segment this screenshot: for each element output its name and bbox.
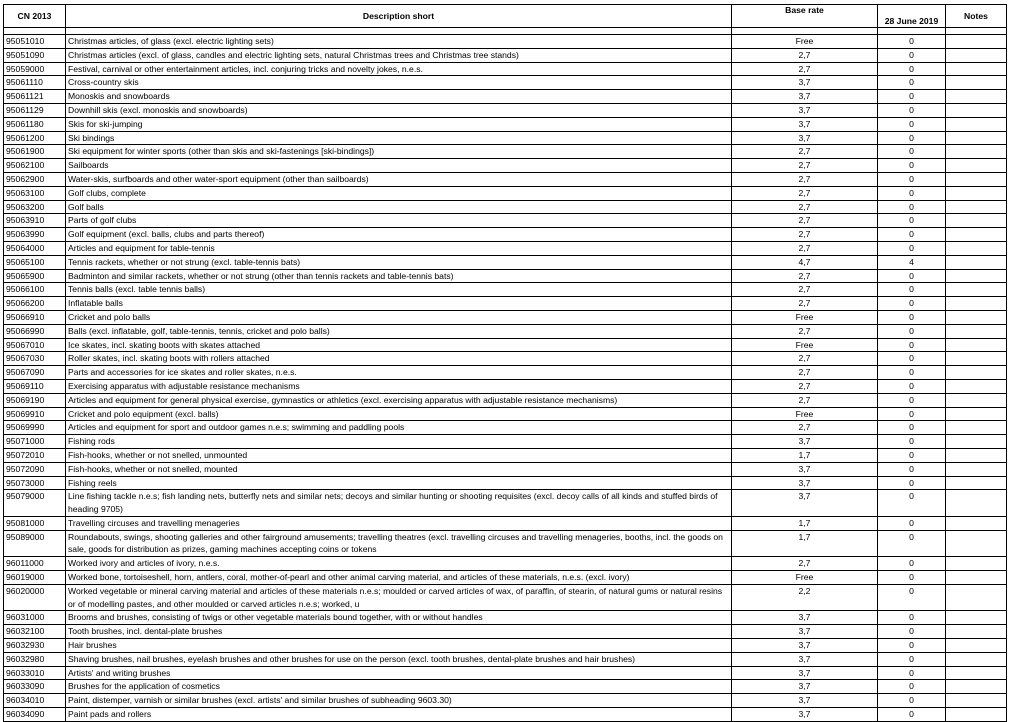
description-cell: Golf clubs, complete (66, 186, 732, 200)
base-rate-cell: 3,7 (732, 625, 878, 639)
table-row (4, 476, 1007, 490)
base-rate-cell: 1,7 (732, 530, 878, 557)
rate-2019-cell: 0 (878, 530, 946, 557)
cn-code-cell: 96011000 (4, 557, 66, 571)
rate-2019-cell: 0 (878, 159, 946, 173)
notes-cell (946, 611, 1007, 625)
description-cell: Cricket and polo equipment (excl. balls) (66, 407, 732, 421)
rate-2019-cell: 0 (878, 117, 946, 131)
cn-code-cell: 95063990 (4, 228, 66, 242)
notes-cell (946, 186, 1007, 200)
cn-code-cell: 95061129 (4, 103, 66, 117)
description-cell: Christmas articles (excl. of glass, candles and electric lighting sets, natural Christmas trees and Christmas tree stands) (66, 48, 732, 62)
table-row (4, 131, 1007, 145)
rate-2019-cell: 0 (878, 393, 946, 407)
cn-code-cell: 95069990 (4, 421, 66, 435)
table-row (4, 611, 1007, 625)
cn-code-cell: 95061900 (4, 145, 66, 159)
cn-code-cell: 96019000 (4, 571, 66, 585)
base-rate-cell: 2,7 (732, 62, 878, 76)
notes-cell (946, 62, 1007, 76)
spacer-cell (946, 28, 1007, 35)
cn-code-cell: 95072010 (4, 448, 66, 462)
notes-cell (946, 557, 1007, 571)
description-cell: Fishing rods (66, 435, 732, 449)
description-cell: Fish-hooks, whether or not snelled, unmounted (66, 448, 732, 462)
base-rate-cell: 2,7 (732, 421, 878, 435)
base-rate-cell: 2,7 (732, 214, 878, 228)
table-row (4, 694, 1007, 708)
description-cell: Ice skates, incl. skating boots with skates attached (66, 338, 732, 352)
header-base-rate: Base rate (732, 5, 878, 28)
base-rate-cell: 2,7 (732, 352, 878, 366)
cn-code-cell: 95081000 (4, 516, 66, 530)
cn-code-cell: 95066910 (4, 310, 66, 324)
table-row (4, 269, 1007, 283)
cn-code-cell: 95051010 (4, 35, 66, 49)
cn-code-cell: 95066200 (4, 297, 66, 311)
rate-2019-cell: 0 (878, 584, 946, 611)
rate-2019-cell: 0 (878, 131, 946, 145)
notes-cell (946, 571, 1007, 585)
description-cell: Brushes for the application of cosmetics (66, 680, 732, 694)
table-row (4, 462, 1007, 476)
notes-cell (946, 694, 1007, 708)
cn-code-cell: 95061121 (4, 90, 66, 104)
header-cn: CN 2013 (4, 5, 66, 28)
description-cell: Worked bone, tortoiseshell, horn, antlers, coral, mother-of-pearl and other animal carving material, and articles of these materials, n.e.s. (excl. ivory) (66, 571, 732, 585)
description-cell: Artists' and writing brushes (66, 666, 732, 680)
table-row (4, 352, 1007, 366)
base-rate-cell: 2,7 (732, 366, 878, 380)
cn-code-cell: 95067010 (4, 338, 66, 352)
description-cell: Tennis rackets, whether or not strung (excl. table-tennis bats) (66, 255, 732, 269)
base-rate-cell: 2,7 (732, 48, 878, 62)
cn-code-cell: 96020000 (4, 584, 66, 611)
base-rate-cell: 2,7 (732, 159, 878, 173)
table-row (4, 62, 1007, 76)
notes-cell (946, 490, 1007, 517)
base-rate-cell: 1,7 (732, 516, 878, 530)
header-date: 28 June 2019 (878, 5, 946, 28)
notes-cell (946, 652, 1007, 666)
base-rate-cell: 2,7 (732, 283, 878, 297)
notes-cell (946, 584, 1007, 611)
rate-2019-cell: 0 (878, 490, 946, 517)
rate-2019-cell: 0 (878, 652, 946, 666)
rate-2019-cell: 0 (878, 48, 946, 62)
base-rate-cell: 3,7 (732, 435, 878, 449)
description-cell: Paint pads and rollers (66, 708, 732, 722)
base-rate-cell: 3,7 (732, 680, 878, 694)
header-row (4, 5, 1007, 28)
rate-2019-cell: 0 (878, 666, 946, 680)
table-body (4, 35, 1007, 722)
rate-2019-cell: 0 (878, 571, 946, 585)
table-row (4, 584, 1007, 611)
description-cell: Exercising apparatus with adjustable resistance mechanisms (66, 379, 732, 393)
header-description: Description short (66, 5, 732, 28)
table-row (4, 516, 1007, 530)
table-row (4, 680, 1007, 694)
rate-2019-cell: 0 (878, 310, 946, 324)
description-cell: Tennis balls (excl. table tennis balls) (66, 283, 732, 297)
table-row (4, 214, 1007, 228)
cn-code-cell: 95069110 (4, 379, 66, 393)
tariff-table-sheet (3, 4, 1006, 722)
cn-code-cell: 95065900 (4, 269, 66, 283)
table-row (4, 186, 1007, 200)
notes-cell (946, 530, 1007, 557)
rate-2019-cell: 0 (878, 186, 946, 200)
notes-cell (946, 352, 1007, 366)
table-row (4, 297, 1007, 311)
notes-cell (946, 407, 1007, 421)
description-cell: Golf equipment (excl. balls, clubs and parts thereof) (66, 228, 732, 242)
description-cell: Line fishing tackle n.e.s; fish landing nets, butterfly nets and similar nets; decoys and similar hunting or shooting requisites (excl. decoy calls of all kinds and stuffed birds of heading 9705) (66, 490, 732, 517)
description-cell: Badminton and similar rackets, whether or not strung (other than tennis rackets and table-tennis bats) (66, 269, 732, 283)
notes-cell (946, 103, 1007, 117)
notes-cell (946, 255, 1007, 269)
rate-2019-cell: 0 (878, 557, 946, 571)
cn-code-cell: 95069190 (4, 393, 66, 407)
rate-2019-cell: 0 (878, 172, 946, 186)
cn-code-cell: 95059000 (4, 62, 66, 76)
rate-2019-cell: 0 (878, 708, 946, 722)
description-cell: Brooms and brushes, consisting of twigs or other vegetable materials bound together, with or without handles (66, 611, 732, 625)
description-cell: Sailboards (66, 159, 732, 173)
base-rate-cell: 3,7 (732, 611, 878, 625)
notes-cell (946, 639, 1007, 653)
table-row (4, 639, 1007, 653)
spacer-cell (4, 28, 66, 35)
notes-cell (946, 241, 1007, 255)
description-cell: Cross-country skis (66, 76, 732, 90)
rate-2019-cell: 0 (878, 639, 946, 653)
description-cell: Articles and equipment for general physical exercise, gymnastics or athletics (excl. exercising apparatus with adjustable resistance mechanisms) (66, 393, 732, 407)
rate-2019-cell: 0 (878, 448, 946, 462)
description-cell: Travelling circuses and travelling menageries (66, 516, 732, 530)
cn-code-cell: 95063100 (4, 186, 66, 200)
base-rate-cell: 2,7 (732, 379, 878, 393)
description-cell: Christmas articles, of glass (excl. electric lighting sets) (66, 35, 732, 49)
notes-cell (946, 283, 1007, 297)
rate-2019-cell: 0 (878, 338, 946, 352)
notes-cell (946, 35, 1007, 49)
description-cell: Articles and equipment for sport and outdoor games n.e.s; swimming and paddling pools (66, 421, 732, 435)
table-row (4, 435, 1007, 449)
cn-code-cell: 95073000 (4, 476, 66, 490)
base-rate-cell: 2,7 (732, 172, 878, 186)
cn-code-cell: 95063910 (4, 214, 66, 228)
cn-code-cell: 95069910 (4, 407, 66, 421)
cn-code-cell: 96032980 (4, 652, 66, 666)
rate-2019-cell: 0 (878, 407, 946, 421)
notes-cell (946, 310, 1007, 324)
table-row (4, 103, 1007, 117)
cn-code-cell: 96033090 (4, 680, 66, 694)
notes-cell (946, 448, 1007, 462)
rate-2019-cell: 0 (878, 62, 946, 76)
table-row (4, 338, 1007, 352)
spacer-row (4, 28, 1007, 35)
cn-code-cell: 95065100 (4, 255, 66, 269)
cn-code-cell: 96031000 (4, 611, 66, 625)
rate-2019-cell: 0 (878, 421, 946, 435)
base-rate-cell: 2,7 (732, 269, 878, 283)
cn-code-cell: 96032100 (4, 625, 66, 639)
base-rate-cell: Free (732, 571, 878, 585)
base-rate-cell: Free (732, 310, 878, 324)
cn-code-cell: 95089000 (4, 530, 66, 557)
description-cell: Hair brushes (66, 639, 732, 653)
description-cell: Monoskis and snowboards (66, 90, 732, 104)
description-cell: Downhill skis (excl. monoskis and snowboards) (66, 103, 732, 117)
cn-code-cell: 96034090 (4, 708, 66, 722)
base-rate-cell: 2,7 (732, 186, 878, 200)
notes-cell (946, 393, 1007, 407)
notes-cell (946, 476, 1007, 490)
cn-code-cell: 95062100 (4, 159, 66, 173)
description-cell: Balls (excl. inflatable, golf, table-tennis, tennis, cricket and polo balls) (66, 324, 732, 338)
table-row (4, 530, 1007, 557)
cn-code-cell: 95072090 (4, 462, 66, 476)
base-rate-cell: 2,2 (732, 584, 878, 611)
cn-code-cell: 95061110 (4, 76, 66, 90)
cn-code-cell: 95067030 (4, 352, 66, 366)
notes-cell (946, 421, 1007, 435)
description-cell: Worked vegetable or mineral carving material and articles of these materials n.e.s; moulded or carved articles of wax, of paraffin, of stearin, of natural gums or natural resins or of modelling pastes, and other moulded or carved articles n.e.s; worked, u (66, 584, 732, 611)
table-row (4, 172, 1007, 186)
table-row (4, 324, 1007, 338)
spacer-cell (66, 28, 732, 35)
rate-2019-cell: 0 (878, 214, 946, 228)
table-row (4, 241, 1007, 255)
description-cell: Ski bindings (66, 131, 732, 145)
base-rate-cell: 2,7 (732, 241, 878, 255)
notes-cell (946, 76, 1007, 90)
rate-2019-cell: 0 (878, 516, 946, 530)
table-row (4, 421, 1007, 435)
base-rate-cell: 3,7 (732, 639, 878, 653)
table-row (4, 666, 1007, 680)
table-row (4, 708, 1007, 722)
notes-cell (946, 366, 1007, 380)
notes-cell (946, 228, 1007, 242)
notes-cell (946, 324, 1007, 338)
table-row (4, 76, 1007, 90)
notes-cell (946, 462, 1007, 476)
header-notes: Notes (946, 5, 1007, 28)
description-cell: Ski equipment for winter sports (other than skis and ski-fastenings [ski-bindings]) (66, 145, 732, 159)
cn-code-cell: 95066990 (4, 324, 66, 338)
base-rate-cell: 3,7 (732, 708, 878, 722)
base-rate-cell: 3,7 (732, 490, 878, 517)
rate-2019-cell: 0 (878, 297, 946, 311)
rate-2019-cell: 0 (878, 625, 946, 639)
rate-2019-cell: 0 (878, 200, 946, 214)
notes-cell (946, 708, 1007, 722)
description-cell: Water-skis, surfboards and other water-sport equipment (other than sailboards) (66, 172, 732, 186)
table-row (4, 571, 1007, 585)
rate-2019-cell: 0 (878, 435, 946, 449)
rate-2019-cell: 0 (878, 680, 946, 694)
cn-code-cell: 95051090 (4, 48, 66, 62)
description-cell: Cricket and polo balls (66, 310, 732, 324)
notes-cell (946, 172, 1007, 186)
description-cell: Roller skates, incl. skating boots with rollers attached (66, 352, 732, 366)
description-cell: Fish-hooks, whether or not snelled, mounted (66, 462, 732, 476)
table-row (4, 48, 1007, 62)
notes-cell (946, 269, 1007, 283)
rate-2019-cell: 0 (878, 366, 946, 380)
base-rate-cell: 3,7 (732, 103, 878, 117)
base-rate-cell: 4,7 (732, 255, 878, 269)
notes-cell (946, 159, 1007, 173)
rate-2019-cell: 0 (878, 611, 946, 625)
base-rate-cell: 3,7 (732, 117, 878, 131)
base-rate-cell: 2,7 (732, 557, 878, 571)
description-cell: Skis for ski-jumping (66, 117, 732, 131)
base-rate-cell: 3,7 (732, 76, 878, 90)
cn-code-cell: 96032930 (4, 639, 66, 653)
base-rate-cell: 3,7 (732, 666, 878, 680)
table-row (4, 200, 1007, 214)
rate-2019-cell: 0 (878, 241, 946, 255)
notes-cell (946, 297, 1007, 311)
description-cell: Parts of golf clubs (66, 214, 732, 228)
base-rate-cell: 3,7 (732, 652, 878, 666)
rate-2019-cell: 0 (878, 379, 946, 393)
notes-cell (946, 435, 1007, 449)
cn-code-cell: 95071000 (4, 435, 66, 449)
rate-2019-cell: 0 (878, 145, 946, 159)
table-row (4, 448, 1007, 462)
table-row (4, 228, 1007, 242)
base-rate-cell: 2,7 (732, 200, 878, 214)
table-row (4, 90, 1007, 104)
rate-2019-cell: 0 (878, 76, 946, 90)
rate-2019-cell: 0 (878, 694, 946, 708)
cn-code-cell: 95079000 (4, 490, 66, 517)
description-cell: Parts and accessories for ice skates and roller skates, n.e.s. (66, 366, 732, 380)
notes-cell (946, 90, 1007, 104)
rate-2019-cell: 0 (878, 476, 946, 490)
spacer-cell (878, 28, 946, 35)
table-row (4, 379, 1007, 393)
base-rate-cell: 2,7 (732, 145, 878, 159)
description-cell: Golf balls (66, 200, 732, 214)
base-rate-cell: 2,7 (732, 393, 878, 407)
table-row (4, 145, 1007, 159)
table-row (4, 490, 1007, 517)
base-rate-cell: 2,7 (732, 297, 878, 311)
cn-code-cell: 95061200 (4, 131, 66, 145)
cn-code-cell: 95063200 (4, 200, 66, 214)
description-cell: Fishing reels (66, 476, 732, 490)
table-row (4, 625, 1007, 639)
base-rate-cell: Free (732, 407, 878, 421)
table-row (4, 255, 1007, 269)
table-row (4, 310, 1007, 324)
rate-2019-cell: 0 (878, 90, 946, 104)
rate-2019-cell: 0 (878, 352, 946, 366)
rate-2019-cell: 0 (878, 269, 946, 283)
rate-2019-cell: 0 (878, 35, 946, 49)
cn-code-cell: 95061180 (4, 117, 66, 131)
base-rate-cell: 3,7 (732, 476, 878, 490)
table-row (4, 117, 1007, 131)
notes-cell (946, 200, 1007, 214)
notes-cell (946, 214, 1007, 228)
rate-2019-cell: 0 (878, 228, 946, 242)
base-rate-cell: Free (732, 338, 878, 352)
table-row (4, 283, 1007, 297)
base-rate-cell: 2,7 (732, 228, 878, 242)
base-rate-cell: Free (732, 35, 878, 49)
cn-code-cell: 95064000 (4, 241, 66, 255)
notes-cell (946, 145, 1007, 159)
rate-2019-cell: 0 (878, 283, 946, 297)
description-cell: Inflatable balls (66, 297, 732, 311)
notes-cell (946, 131, 1007, 145)
base-rate-cell: 2,7 (732, 324, 878, 338)
cn-code-cell: 96033010 (4, 666, 66, 680)
description-cell: Worked ivory and articles of ivory, n.e.s. (66, 557, 732, 571)
notes-cell (946, 516, 1007, 530)
table-row (4, 652, 1007, 666)
base-rate-cell: 3,7 (732, 462, 878, 476)
cn-code-cell: 95066100 (4, 283, 66, 297)
rate-2019-cell: 0 (878, 103, 946, 117)
base-rate-cell: 3,7 (732, 694, 878, 708)
spacer-cell (732, 28, 878, 35)
notes-cell (946, 379, 1007, 393)
notes-cell (946, 338, 1007, 352)
description-cell: Roundabouts, swings, shooting galleries and other fairground amusements; travelling theatres (excl. travelling circuses and travelling menageries, booths, incl. the goods on sale, goods for distribution as prizes, gaming machines accepting coins or tokens (66, 530, 732, 557)
base-rate-cell: 3,7 (732, 131, 878, 145)
cn-code-cell: 96034010 (4, 694, 66, 708)
table-row (4, 366, 1007, 380)
rate-2019-cell: 4 (878, 255, 946, 269)
tariff-table (3, 4, 1007, 722)
notes-cell (946, 680, 1007, 694)
table-row (4, 159, 1007, 173)
notes-cell (946, 117, 1007, 131)
description-cell: Tooth brushes, incl. dental-plate brushes (66, 625, 732, 639)
cn-code-cell: 95067090 (4, 366, 66, 380)
table-row (4, 393, 1007, 407)
base-rate-cell: 1,7 (732, 448, 878, 462)
table-row (4, 557, 1007, 571)
notes-cell (946, 625, 1007, 639)
table-row (4, 35, 1007, 49)
notes-cell (946, 48, 1007, 62)
description-cell: Articles and equipment for table-tennis (66, 241, 732, 255)
description-cell: Paint, distemper, varnish or similar brushes (excl. artists' and similar brushes of subheading 9603.30) (66, 694, 732, 708)
cn-code-cell: 95062900 (4, 172, 66, 186)
rate-2019-cell: 0 (878, 462, 946, 476)
notes-cell (946, 666, 1007, 680)
description-cell: Festival, carnival or other entertainment articles, incl. conjuring tricks and novelty jokes, n.e.s. (66, 62, 732, 76)
base-rate-cell: 3,7 (732, 90, 878, 104)
description-cell: Shaving brushes, nail brushes, eyelash brushes and other brushes for use on the person (excl. tooth brushes, dental-plate brushes and hair brushes) (66, 652, 732, 666)
rate-2019-cell: 0 (878, 324, 946, 338)
table-row (4, 407, 1007, 421)
